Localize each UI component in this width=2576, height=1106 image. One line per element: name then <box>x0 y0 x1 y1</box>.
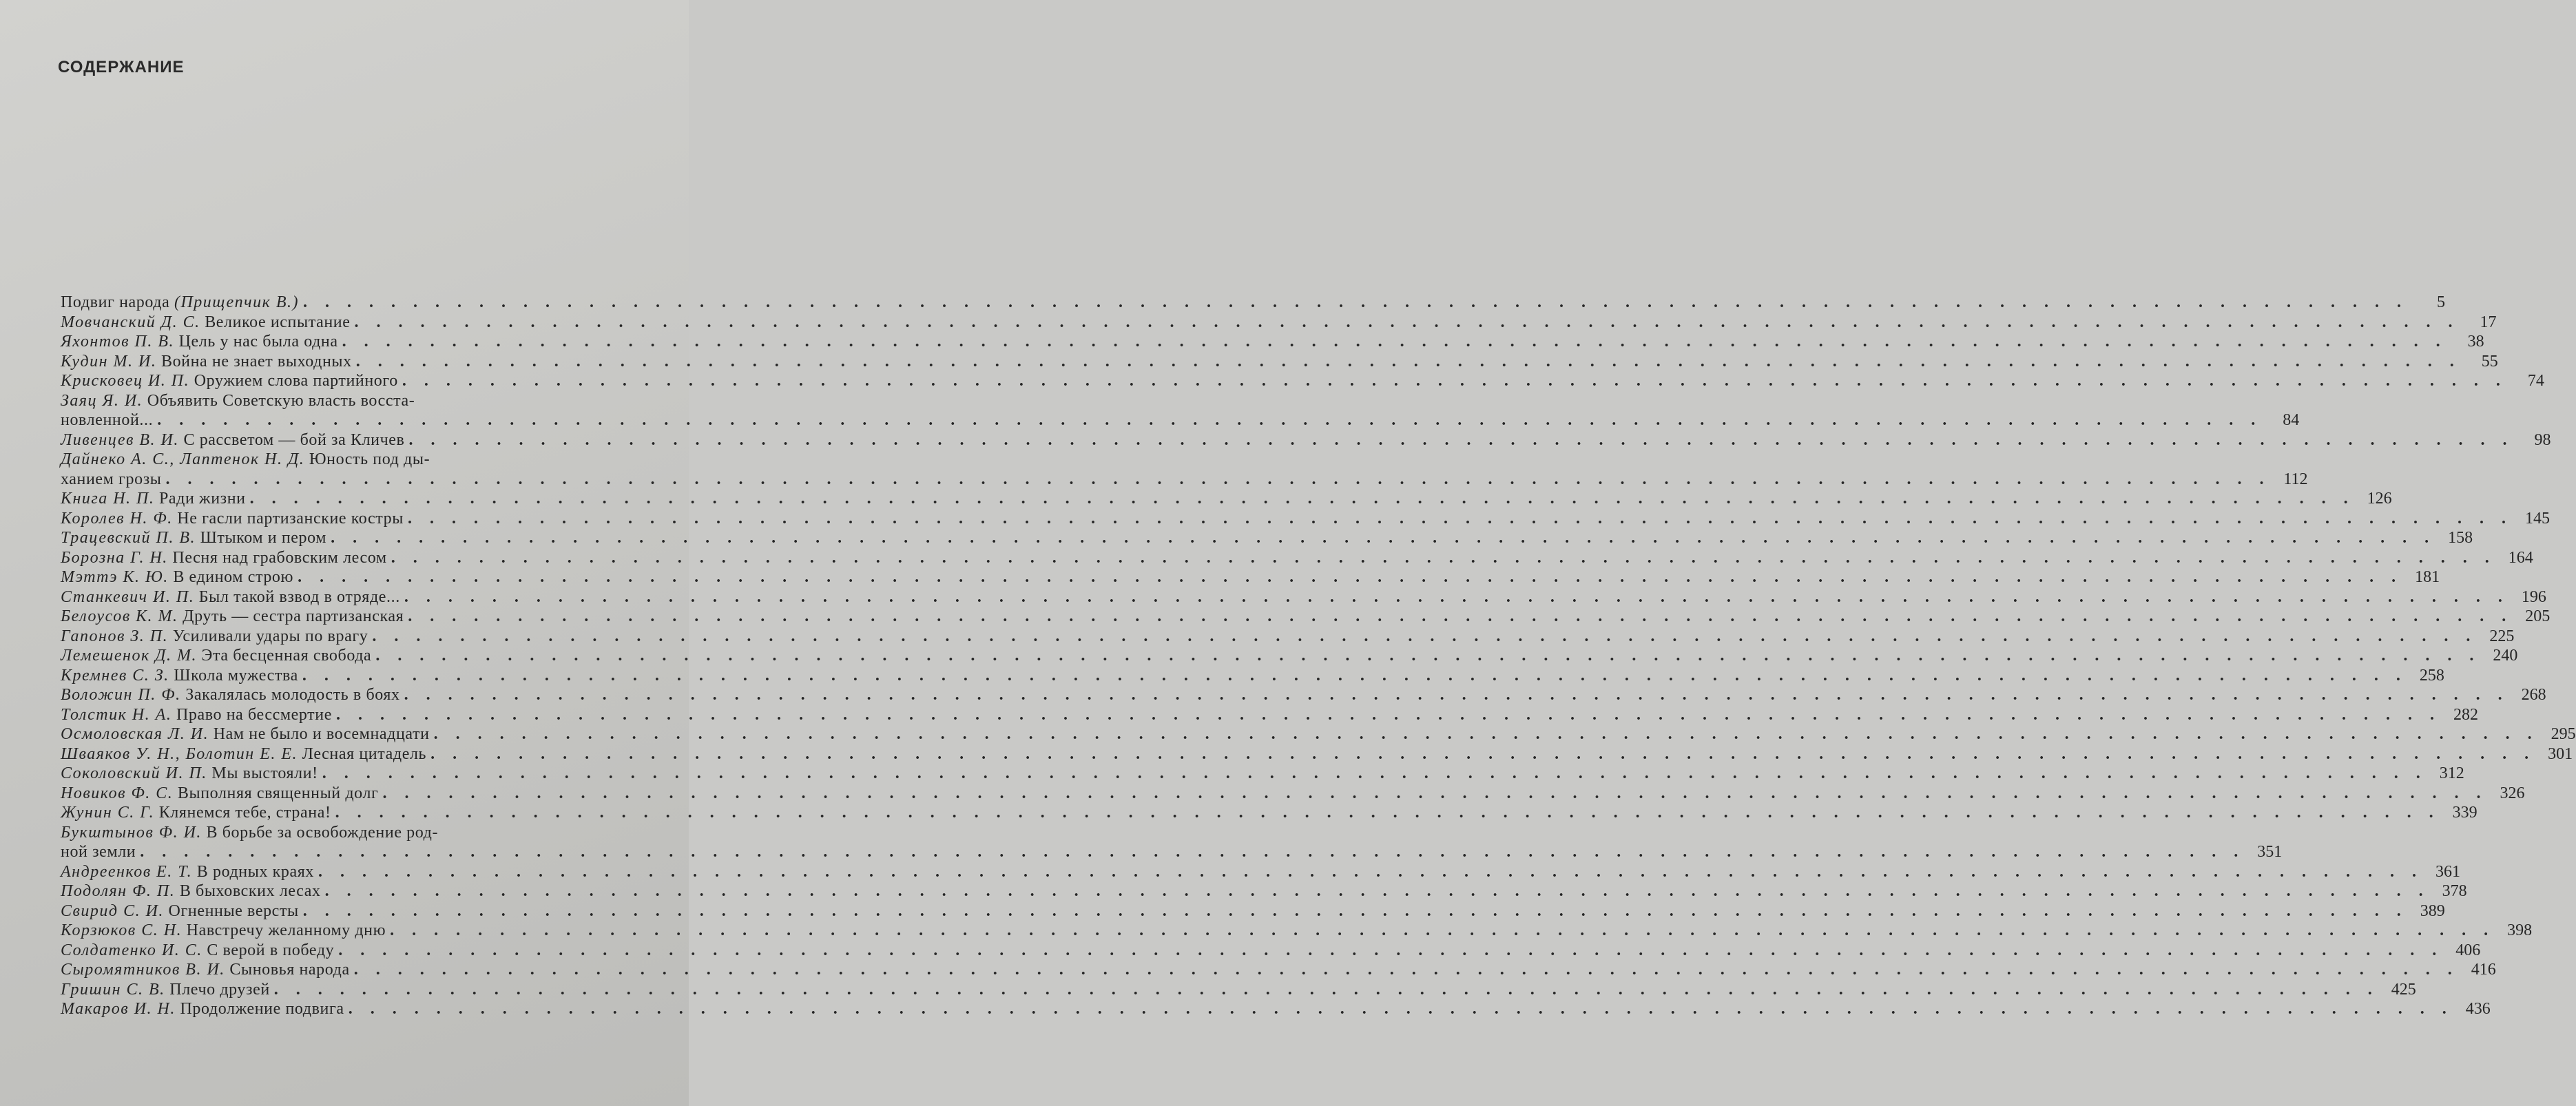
toc-entry <box>61 352 2498 372</box>
dot-leader <box>298 567 2402 587</box>
toc-entry-line <box>61 999 2491 1019</box>
entry-page-number: 205 <box>2525 607 2551 625</box>
entry-title: Штыком и пером <box>195 529 327 547</box>
toc-entry-text <box>61 784 378 804</box>
entry-page-number: 181 <box>2415 568 2440 586</box>
entry-page-number: 38 <box>2467 333 2484 351</box>
toc-entry-line <box>61 470 2308 490</box>
entry-author: Свирид С. И. <box>61 901 164 920</box>
toc-entry <box>61 332 2484 352</box>
dot-leader <box>372 627 2477 647</box>
toc-entry <box>61 587 2546 607</box>
dot-leader <box>322 764 2427 784</box>
entry-author: Подолян Ф. П. <box>61 882 176 900</box>
entry-page-number: 326 <box>2500 784 2525 802</box>
toc-entry <box>61 646 2518 666</box>
entry-page-number: 361 <box>2435 862 2461 881</box>
dot-leader <box>355 313 2460 333</box>
entry-page-number: 425 <box>2391 980 2416 999</box>
entry-title: Песня над грабовским лесом <box>167 548 387 567</box>
entry-title: Закалялась молодость в боях <box>180 686 400 704</box>
toc-entry-text <box>61 313 351 333</box>
entry-page-number: 164 <box>2508 548 2533 567</box>
entry-title: Друть — сестра партизанская <box>178 607 404 625</box>
toc-entry-line <box>61 391 612 411</box>
entry-author: Яхонтов П. В. <box>61 333 174 351</box>
entry-page-number: 98 <box>2534 430 2551 449</box>
toc-entry-line <box>61 685 2546 705</box>
entry-page-number: 406 <box>2455 941 2481 959</box>
toc-entry-line <box>61 823 612 843</box>
toc-entry <box>61 313 2497 333</box>
toc-entry-line <box>61 941 2481 961</box>
toc-entry <box>61 784 2525 804</box>
entry-title: новленной... <box>61 411 154 429</box>
toc-entry-line <box>61 371 2544 391</box>
entry-author: Кремнев С. З. <box>61 666 169 685</box>
entry-page-number: 282 <box>2453 705 2478 724</box>
toc-entry <box>61 489 2392 509</box>
toc-entry <box>61 293 2445 313</box>
toc-entry-line <box>61 980 2416 1000</box>
entry-page-number: 84 <box>2283 411 2300 429</box>
dot-leader <box>342 332 2447 352</box>
toc-entry-line <box>61 567 2440 587</box>
toc-entry-text <box>61 528 326 548</box>
entry-page-number: 378 <box>2442 882 2467 900</box>
toc-entry <box>61 901 2445 921</box>
dot-leader <box>404 587 2509 607</box>
dot-leader <box>390 921 2495 941</box>
entry-title: С верой в победу <box>202 941 335 959</box>
entry-title: Ради жизни <box>154 490 246 508</box>
toc-entry-text <box>61 430 404 450</box>
toc-entry <box>61 627 2515 647</box>
dot-leader <box>408 509 2513 529</box>
entry-author: Трацевский П. В. <box>61 529 196 547</box>
toc-entry-text <box>61 332 338 352</box>
toc-entry <box>61 823 2283 862</box>
toc-entry-text <box>61 293 299 313</box>
entry-author: Сыромятников В. И. <box>61 961 225 979</box>
toc-entry-text <box>61 666 298 686</box>
entry-page-number: 436 <box>2465 1000 2491 1018</box>
entry-page-number: 74 <box>2527 372 2544 390</box>
entry-title: Нам не было и восемнадцати <box>209 725 430 743</box>
toc-entry <box>61 980 2416 1000</box>
entry-author: Мовчанский Д. С. <box>61 313 200 331</box>
entry-author: Шваяков У. Н., Болотин Е. Е. <box>61 744 298 763</box>
toc-entry-line <box>61 901 2445 921</box>
toc-entry-text <box>61 724 430 744</box>
entry-author: (Прищепчик В.) <box>174 293 299 311</box>
toc-entry-text <box>61 391 415 411</box>
entry-author: Крисковец И. П. <box>61 372 190 390</box>
toc-entry-line <box>61 842 2283 862</box>
toc-entry-line <box>61 313 2497 333</box>
entry-page-number: 351 <box>2257 843 2283 861</box>
toc-entry-text <box>61 646 371 666</box>
toc-entry-text <box>61 607 404 627</box>
toc-entry-text <box>61 842 136 862</box>
entry-page-number: 258 <box>2419 666 2444 685</box>
toc-entry <box>61 567 2440 587</box>
toc-entry <box>61 430 2551 450</box>
entry-title: Не гасли партизанские костры <box>172 509 404 528</box>
toc-entry-text <box>61 999 344 1019</box>
dot-leader <box>408 430 2513 450</box>
dot-leader <box>336 705 2441 725</box>
toc-entry <box>61 391 2300 430</box>
toc-entry-line <box>61 293 2445 313</box>
entry-title: Плечо друзей <box>165 980 270 999</box>
entry-author: Книга Н. П. <box>61 490 155 508</box>
toc-entry-text <box>61 548 387 568</box>
entry-title: Усиливали удары по врагу <box>168 627 368 645</box>
toc-entry-line <box>61 881 2467 901</box>
toc-entry-line <box>61 666 2444 686</box>
entry-page-number: 312 <box>2439 764 2464 782</box>
toc-entry-line <box>61 528 2473 548</box>
entry-page-number: 5 <box>2436 293 2445 311</box>
toc-entry-text <box>61 509 404 529</box>
entry-page-number: 225 <box>2489 627 2515 645</box>
dot-leader <box>335 803 2440 823</box>
toc-entry-text <box>61 627 368 647</box>
entry-title: Эта бесценная свобода <box>196 647 372 665</box>
entry-page-number: 389 <box>2420 901 2445 920</box>
entry-author: Ливенцев В. И. <box>61 430 179 449</box>
toc-entry-text <box>61 705 332 725</box>
toc-entry-text <box>61 901 299 921</box>
entry-page-number: 416 <box>2471 961 2496 979</box>
toc-entry-line <box>61 960 2496 980</box>
dot-leader <box>402 371 2507 391</box>
entry-author: Букштынов Ф. И. <box>61 823 202 842</box>
toc-entry <box>61 960 2496 980</box>
dot-leader <box>140 842 2245 862</box>
toc-entry-text <box>61 744 426 764</box>
entry-page-number: 196 <box>2521 587 2546 606</box>
toc-entry-line <box>61 764 2464 784</box>
dot-leader <box>430 744 2535 764</box>
entry-page-number: 55 <box>2481 352 2498 371</box>
entry-author: Корзюков С. Н. <box>61 921 183 939</box>
entry-author: Осмоловская Л. И. <box>61 725 209 743</box>
toc-entry <box>61 666 2444 686</box>
toc-entry-text <box>61 764 318 784</box>
entry-author: Станкевич И. П. <box>61 587 195 606</box>
toc-entry <box>61 548 2533 568</box>
toc-entry-text <box>61 960 350 980</box>
dot-leader <box>157 410 2262 430</box>
toc-entry <box>61 921 2533 941</box>
entry-page-number: 158 <box>2448 529 2473 547</box>
toc-entry-text <box>61 980 270 1000</box>
entry-author: Новиков Ф. С. <box>61 784 174 802</box>
toc-entry-text <box>61 862 314 882</box>
toc-entry-text <box>61 489 246 509</box>
entry-author: Воложин П. Ф. <box>61 686 181 704</box>
toc-entry <box>61 705 2478 725</box>
entry-author: Лемешенок Д. М. <box>61 647 197 665</box>
dot-leader <box>375 646 2480 666</box>
entry-title: Навстречу желанному дню <box>182 921 386 939</box>
entry-title: Огненные версты <box>163 901 299 920</box>
entry-title: Подвиг народа <box>61 293 174 311</box>
entry-page-number: 126 <box>2367 490 2392 508</box>
toc-entry <box>61 862 2461 882</box>
toc-entry <box>61 881 2467 901</box>
entry-page-number: 301 <box>2548 744 2573 763</box>
table-of-contents <box>61 293 2576 1019</box>
toc-entry <box>61 528 2473 548</box>
entry-author: Дайнеко А. С., Лаптенок Н. Д. <box>61 450 305 468</box>
toc-entry <box>61 999 2491 1019</box>
entry-page-number: 339 <box>2452 804 2478 822</box>
entry-author: Андреенков Е. Т. <box>61 862 193 881</box>
toc-entry <box>61 724 2576 744</box>
toc-entry-line <box>61 509 2550 529</box>
entry-title: Юность под ды- <box>304 450 430 468</box>
toc-entry-line <box>61 548 2533 568</box>
entry-author: Белоусов К. М. <box>61 607 178 625</box>
entry-title: Был такой взвод в отряде... <box>194 587 400 606</box>
entry-page-number: 17 <box>2480 313 2497 331</box>
toc-entry <box>61 607 2551 627</box>
entry-author: Борозна Г. Н. <box>61 548 168 567</box>
toc-entry-text <box>61 823 438 843</box>
dot-leader <box>404 685 2509 705</box>
entry-author: Жунин С. Г. <box>61 804 155 822</box>
entry-author: Гапонов З. П. <box>61 627 169 645</box>
entry-title: Сыновья народа <box>225 961 350 979</box>
entry-title: Выполняя священный долг <box>173 784 379 802</box>
toc-entry <box>61 803 2478 823</box>
entry-title: Продолжение подвига <box>175 1000 344 1018</box>
entry-title: Оружием слова партийного <box>189 372 398 390</box>
entry-page-number: 240 <box>2493 647 2518 665</box>
toc-entry <box>61 450 2308 489</box>
toc-entry-line <box>61 489 2392 509</box>
toc-entry-text <box>61 450 430 470</box>
toc-entry-line <box>61 332 2484 352</box>
dot-leader <box>356 352 2461 372</box>
toc-entry-line <box>61 352 2498 372</box>
toc-entry-text <box>61 685 400 705</box>
toc-entry-text <box>61 941 334 961</box>
toc-entry-text <box>61 470 162 490</box>
entry-title: ханием грозы <box>61 470 162 488</box>
entry-page-number: 295 <box>2551 725 2576 743</box>
toc-entry <box>61 941 2481 961</box>
toc-entry <box>61 764 2464 784</box>
entry-author: Макаров И. Н. <box>61 1000 176 1018</box>
entry-title: Школа мужества <box>169 666 298 685</box>
entry-title: Война не знает выходных <box>156 352 352 371</box>
entry-title: В борьбе за освобождение род- <box>201 823 439 842</box>
toc-entry-line <box>61 705 2478 725</box>
entry-title: Цель у нас была одна <box>174 333 338 351</box>
dot-leader <box>303 293 2408 313</box>
toc-entry <box>61 744 2573 764</box>
entry-page-number: 145 <box>2524 509 2550 528</box>
toc-entry-text <box>61 567 293 587</box>
toc-entry-line <box>61 450 612 470</box>
dot-leader <box>302 666 2407 686</box>
toc-entry-line <box>61 744 2573 764</box>
toc-entry <box>61 509 2550 529</box>
entry-author: Кудин М. И. <box>61 352 157 371</box>
dot-leader <box>331 528 2435 548</box>
toc-entry-line <box>61 784 2525 804</box>
entry-author: Соколовский И. П. <box>61 764 207 782</box>
toc-entry-text <box>61 803 331 823</box>
entry-title: Объявить Советскую власть восста- <box>143 391 415 410</box>
dot-leader <box>166 470 2271 490</box>
dot-leader <box>318 862 2423 882</box>
toc-entry-text <box>61 352 352 372</box>
dot-leader <box>325 881 2430 901</box>
dot-leader <box>382 784 2487 804</box>
entry-title: Мы выстояли! <box>207 764 318 782</box>
entry-title: В родных краях <box>192 862 315 881</box>
entry-title: ной земли <box>61 843 136 861</box>
contents-heading: СОДЕРЖАНИЕ <box>58 58 185 76</box>
toc-entry-line <box>61 587 2546 607</box>
dot-leader <box>250 489 2355 509</box>
entry-title: С рассветом — бой за Кличев <box>178 430 405 449</box>
toc-entry-line <box>61 921 2533 941</box>
toc-entry-line <box>61 410 2300 430</box>
entry-title: Клянемся тебе, страна! <box>154 804 331 822</box>
entry-title: Великое испытание <box>200 313 351 331</box>
toc-entry-line <box>61 646 2518 666</box>
entry-author: Солдатенко И. С. <box>61 941 202 959</box>
entry-page-number: 112 <box>2283 470 2308 488</box>
toc-entry <box>61 685 2546 705</box>
entry-title: Лесная цитадель <box>298 744 427 763</box>
dot-leader <box>434 724 2539 744</box>
entry-title: В едином строю <box>168 568 294 586</box>
toc-entry-text <box>61 371 398 391</box>
toc-entry-line <box>61 607 2551 627</box>
dot-leader <box>354 960 2459 980</box>
entry-title: В быховских лесах <box>175 882 321 900</box>
entry-page-number: 268 <box>2521 686 2546 704</box>
dot-leader <box>349 999 2453 1019</box>
toc-entry-text <box>61 587 400 607</box>
entry-title: Право на бессмертие <box>172 705 332 724</box>
toc-entry-line <box>61 430 2551 450</box>
toc-entry <box>61 371 2544 391</box>
entry-author: Толстик Н. А. <box>61 705 172 724</box>
toc-entry-text <box>61 881 321 901</box>
toc-entry-line <box>61 862 2461 882</box>
entry-page-number: 398 <box>2507 921 2533 939</box>
toc-entry-line <box>61 724 2576 744</box>
dot-leader <box>338 941 2443 961</box>
toc-entry-text <box>61 410 153 430</box>
dot-leader <box>408 607 2513 627</box>
entry-author: Заяц Я. И. <box>61 391 143 410</box>
entry-author: Гришин С. В. <box>61 980 165 999</box>
toc-entry-line <box>61 627 2515 647</box>
toc-entry-line <box>61 803 2478 823</box>
entry-author: Королев Н. Ф. <box>61 509 173 528</box>
dot-leader <box>391 548 2496 568</box>
toc-entry-text <box>61 921 386 941</box>
dot-leader <box>274 980 2379 1000</box>
dot-leader <box>303 901 2408 921</box>
entry-author: Мэттэ К. Ю. <box>61 568 169 586</box>
